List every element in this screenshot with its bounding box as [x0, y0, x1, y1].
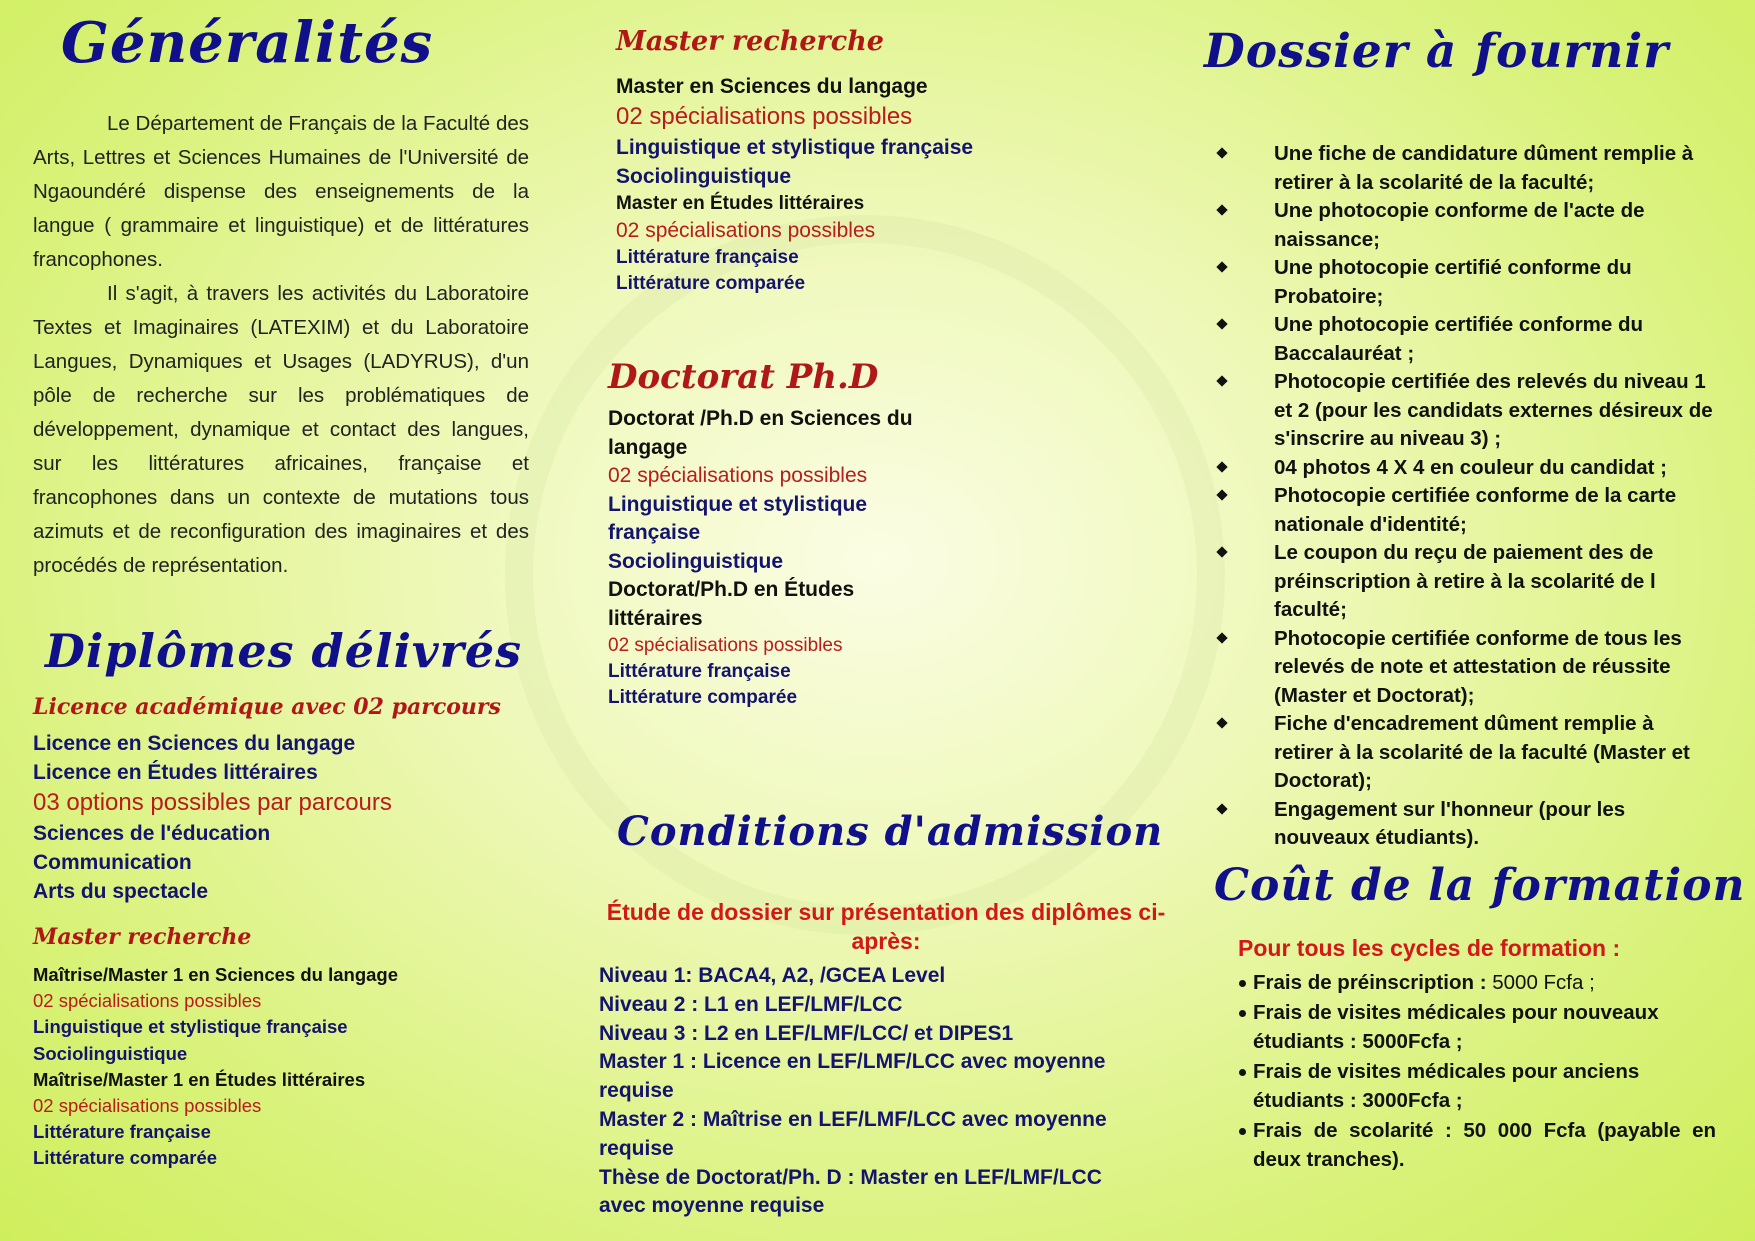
condition-item: Niveau 1: BACA4, A2, /GCEA Level — [599, 964, 946, 987]
dossier-item-text: Photocopie certifiée conforme de tous les relevés de note et attestation de réussite (Master et Doctorat); — [1274, 626, 1682, 707]
master-item: Littérature française — [616, 247, 799, 268]
bullet-diamond-icon — [1216, 318, 1227, 329]
dossier-item — [1218, 539, 1718, 625]
cout-item-label: Frais de préinscription : — [1253, 971, 1487, 994]
options-label: 03 options possibles par parcours — [33, 789, 392, 816]
bullet-diamond-icon — [1216, 803, 1227, 814]
condition-item: Master 1 : Licence en LEF/LMF/LCC avec moyenne requise — [599, 1050, 1106, 1103]
dossier-item — [1218, 140, 1718, 197]
cout-list — [1238, 968, 1716, 1175]
conditions-intro: Étude de dossier sur présentation des diplômes ci-après: — [606, 899, 1166, 954]
dossier-item — [1218, 197, 1718, 254]
bullet-diamond-icon — [1216, 632, 1227, 643]
dossier-list — [1218, 140, 1718, 853]
dossier-item — [1218, 311, 1718, 368]
master-item: 02 spécialisations possibles — [33, 990, 262, 1012]
dossier-item-text: Une photocopie certifiée conforme du Baccalauréat ; — [1274, 313, 1644, 365]
condition-item: Thèse de Doctorat/Ph. D : Master en LEF/LMF/LCC avec moyenne requise — [599, 1165, 1102, 1218]
cout-item — [1238, 968, 1716, 998]
generalites-paragraph-2: Il s'agit, à travers les activités du Laboratoire Textes et Imaginaires (LATEXIM) et du Laboratoire Langues, Dynamiques et Usages (LADYRUS), d'un pôle de recherche sur les problématiques de développement, dynamique et contact des langues, sur les littératures africaines, française et francophones dans un contexte de mutations tous azimuts et de reconfiguration des imaginaires et des procédés de représentation. — [33, 282, 529, 577]
cout-item-label: Frais de visites médicales pour anciens étudiants : 3000Fcfa ; — [1253, 1059, 1640, 1112]
doctorat-title: Doctorat Ph.D — [608, 357, 879, 397]
bullet-dot-icon — [1239, 1069, 1246, 1076]
cout-item-label: Frais de scolarité : 50 000 Fcfa (payable en deux tranches). — [1253, 1118, 1716, 1171]
master-item: Linguistique et stylistique française — [616, 136, 974, 159]
bullet-diamond-icon — [1216, 546, 1227, 557]
dossier-item-text: Une photocopie conforme de l'acte de naissance; — [1274, 199, 1645, 251]
dossier-item-text: Photocopie certifiée des relevés du niveau 1 et 2 (pour les candidats externes désireux de s'inscrire au niveau 3) ; — [1274, 370, 1713, 450]
master-item: 02 spécialisations possibles — [33, 1095, 262, 1117]
dossier-item-text: Fiche d'encadrement dûment remplie à retirer à la scolarité de la faculté (Master et Doctorat); — [1274, 712, 1690, 792]
doctorat-item: Sociolinguistique — [608, 549, 784, 573]
dossier-item — [1218, 368, 1718, 454]
dossier-item — [1218, 796, 1718, 853]
dossier-item-text: Une fiche de candidature dûment remplie à retirer à la scolarité de la faculté; — [1274, 142, 1694, 194]
conditions-title: Conditions d'admission — [617, 808, 1164, 855]
cout-item — [1238, 1116, 1716, 1175]
condition-item: Niveau 3 : L2 en LEF/LMF/LCC/ et DIPES1 — [599, 1021, 1014, 1045]
dossier-item-text: Le coupon du reçu de paiement des de préinscription à retire à la scolarité de l faculté; — [1274, 541, 1656, 621]
dossier-item — [1218, 710, 1718, 796]
cout-item-label: Frais de visites médicales pour nouveaux étudiants : 5000Fcfa ; — [1253, 1000, 1659, 1053]
dossier-item-text: Engagement sur l'honneur (pour les nouveaux étudiants). — [1274, 797, 1626, 849]
doctorat-item: Linguistique et stylistique française — [608, 492, 868, 544]
dossier-item — [1218, 254, 1718, 311]
master-recherche-title-mid: Master recherche — [616, 26, 884, 57]
cout-item — [1238, 1057, 1716, 1116]
doctorat-list — [608, 405, 938, 711]
doctorat-item: 02 spécialisations possibles — [608, 635, 843, 656]
licence-item: Licence en Sciences du langage — [33, 732, 356, 755]
doctorat-item: Doctorat /Ph.D en Sciences du langage — [608, 407, 913, 459]
master-item: 02 spécialisations possibles — [616, 219, 876, 242]
cout-subtitle: Pour tous les cycles de formation : — [1238, 935, 1621, 961]
bullet-diamond-icon — [1216, 204, 1227, 215]
dossier-item-text: Une photocopie certifié conforme du Probatoire; — [1274, 256, 1632, 308]
master-item: Littérature française — [33, 1121, 211, 1143]
diplomes-title: Diplômes délivrés — [45, 624, 523, 678]
cout-item-value: 5000 Fcfa ; — [1492, 971, 1595, 994]
generalites-paragraph-1: Le Département de Français de la Faculté des Arts, Lettres et Sciences Humaines de l'Université de Ngaoundéré dispense des enseignements de la langue ( grammaire et linguistique) et de littératures francophones. — [33, 112, 529, 271]
master-item: 02 spécialisations possibles — [616, 103, 913, 130]
master-item: Linguistique et stylistique française — [33, 1016, 348, 1038]
master-list-left — [33, 962, 398, 1172]
master-list-mid — [616, 72, 973, 297]
master-item: Littérature comparée — [616, 273, 806, 294]
bullet-diamond-icon — [1216, 261, 1227, 272]
doctorat-item: Littérature comparée — [608, 687, 798, 708]
licence-item: Licence en Études littéraires — [33, 761, 318, 784]
bullet-dot-icon — [1239, 1010, 1246, 1017]
dossier-item-text: Photocopie certifiée conforme de la carte nationale d'identité; — [1274, 484, 1677, 536]
master-item: Sociolinguistique — [33, 1042, 188, 1064]
doctorat-item: 02 spécialisations possibles — [608, 464, 868, 487]
cout-title: Coût de la formation — [1214, 860, 1746, 911]
option-item: Arts du spectacle — [33, 880, 209, 903]
licence-title: Licence académique avec 02 parcours — [33, 694, 501, 720]
master-item: Maîtrise/Master 1 en Études littéraires — [33, 1068, 366, 1090]
doctorat-item: Littérature française — [608, 661, 791, 682]
bullet-diamond-icon — [1216, 375, 1227, 386]
master-item: Sociolinguistique — [616, 165, 792, 188]
master-recherche-title-left: Master recherche — [33, 924, 252, 950]
dossier-item — [1218, 482, 1718, 539]
doctorat-item: Doctorat/Ph.D en Études littéraires — [608, 578, 855, 630]
conditions-list — [599, 962, 1154, 1221]
master-item: Littérature comparée — [33, 1147, 218, 1169]
bullet-dot-icon — [1239, 980, 1246, 987]
generalites-title: Généralités — [61, 10, 434, 76]
bullet-diamond-icon — [1216, 147, 1227, 158]
cout-item — [1238, 998, 1716, 1057]
dossier-title: Dossier à fournir — [1204, 24, 1670, 79]
dossier-item-text: 04 photos 4 X 4 en couleur du candidat ; — [1274, 455, 1667, 479]
bullet-dot-icon — [1239, 1128, 1246, 1135]
master-item: Maîtrise/Master 1 en Sciences du langage — [33, 964, 399, 985]
bullet-diamond-icon — [1216, 461, 1227, 472]
bullet-diamond-icon — [1216, 717, 1227, 728]
master-item: Master en Sciences du langage — [616, 75, 928, 98]
dossier-item — [1218, 625, 1718, 711]
bullet-diamond-icon — [1216, 489, 1227, 500]
condition-item: Niveau 2 : L1 en LEF/LMF/LCC — [599, 992, 903, 1016]
option-item: Sciences de l'éducation — [33, 822, 271, 845]
option-item: Communication — [33, 851, 192, 874]
master-item: Master en Études littéraires — [616, 193, 865, 214]
condition-item: Master 2 : Maîtrise en LEF/LMF/LCC avec moyenne requise — [599, 1107, 1107, 1160]
dossier-item — [1218, 454, 1718, 483]
licence-list — [33, 729, 392, 906]
